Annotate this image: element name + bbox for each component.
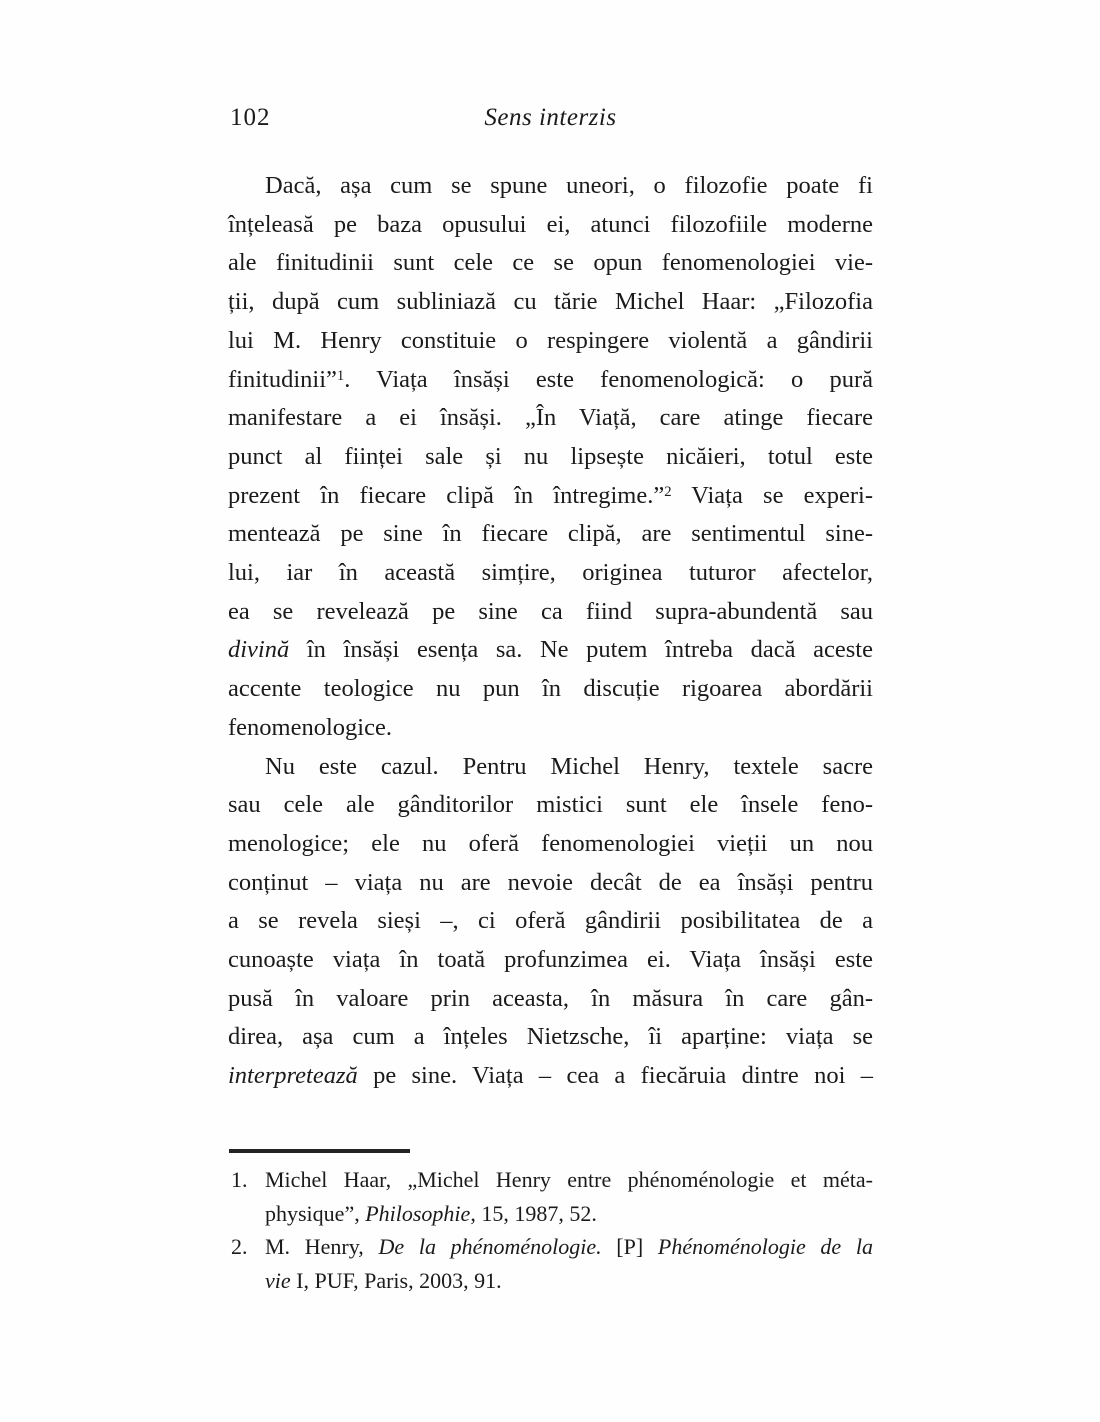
running-title: Sens interzis xyxy=(484,104,617,131)
body-line xyxy=(228,786,873,825)
body-line xyxy=(228,554,873,593)
text-segment: Dacă, așa cum se spune uneori, o filozofie poate fi xyxy=(265,172,873,199)
body-line xyxy=(228,1018,873,1057)
footnote xyxy=(228,1163,873,1230)
text-segment: . Viața însăși este fenomenologică: o pură xyxy=(344,365,873,393)
footnote-marker: 2 xyxy=(664,484,672,501)
body-line xyxy=(228,748,873,787)
text-segment: mentează pe sine în fiecare clipă, are sentimentul sine- xyxy=(228,520,873,548)
footnote-number: 1. xyxy=(231,1167,248,1192)
body-line xyxy=(228,941,873,980)
text-segment: direa, așa cum a înțeles Nietzsche, îi aparține: viața se xyxy=(228,1023,873,1051)
text-segment: cunoaște viața în toată profunzimea ei. Viața însăși este xyxy=(228,946,873,974)
text-segment: ții, după cum subliniază cu tărie Michel Haar: „Filozofia xyxy=(228,288,873,316)
body-line xyxy=(228,206,873,245)
text-segment: conținut – viața nu are nevoie decât de ea însăși pentru xyxy=(228,868,873,896)
body-line xyxy=(228,631,873,670)
text-segment: manifestare a ei însăși. „În Viață, care atinge fiecare xyxy=(228,404,873,432)
body-line xyxy=(228,438,873,477)
text-segment: ea se revelează pe sine ca fiind supra-abundentă sau xyxy=(228,597,873,625)
text-segment: M. Henry, xyxy=(265,1234,379,1259)
page-number: 102 xyxy=(230,104,271,131)
footnote-line xyxy=(265,1230,873,1264)
body-line xyxy=(228,902,873,941)
text-segment: Michel Haar, „Michel Henry entre phénoménologie et méta- xyxy=(265,1167,873,1192)
footnote-marker: 1 xyxy=(336,367,345,384)
text-segment: ale finitudinii sunt cele ce se opun fenomenologiei vie- xyxy=(228,249,873,277)
text-segment: pusă în valoare prin aceasta, în măsura în care gân- xyxy=(228,984,873,1012)
body-line xyxy=(228,1057,873,1096)
text-segment: a se revela sieși –, ci oferă gândirii posibilitatea de a xyxy=(228,907,873,935)
body-line xyxy=(228,167,873,206)
body-line xyxy=(228,709,873,748)
text-segment: physique”, xyxy=(265,1200,366,1226)
footnote-separator-rule xyxy=(229,1149,410,1153)
italic-text: De la phénoménologie. xyxy=(378,1234,602,1259)
footnote-line xyxy=(265,1264,873,1298)
text-segment: prezent în fiecare clipă în întregime.” xyxy=(228,481,665,509)
text-segment: înțeleasă pe baza opusului ei, atunci filozofiile moderne xyxy=(228,210,873,238)
body-line xyxy=(228,980,873,1019)
text-segment: lui M. Henry constituie o respingere violentă a gândirii xyxy=(228,326,873,354)
footnotes-section xyxy=(228,1163,873,1297)
body-line xyxy=(228,361,873,400)
footnote-line xyxy=(265,1163,873,1197)
body-line xyxy=(228,477,873,516)
text-segment: punct al ființei sale și nu lipsește nicăieri, totul este xyxy=(228,442,873,470)
text-segment: accente teologice nu pun în discuție rigoarea abordării xyxy=(228,675,873,703)
text-segment: sau cele ale gânditorilor mistici sunt ele însele feno- xyxy=(228,791,873,819)
page-header xyxy=(228,101,873,135)
text-segment: , 15, 1987, 52. xyxy=(470,1200,597,1226)
body-line xyxy=(228,593,873,632)
footnote-number: 2. xyxy=(231,1234,248,1259)
text-segment: I, PUF, Paris, 2003, 91. xyxy=(290,1267,502,1293)
text-segment: [P] xyxy=(601,1234,658,1259)
body-line xyxy=(228,283,873,322)
text-segment: finitudinii” xyxy=(228,365,337,393)
italic-text: interpretează xyxy=(228,1062,358,1090)
footnote-line xyxy=(265,1197,873,1231)
text-segment: în însăși esența sa. Ne putem întreba dacă aceste xyxy=(289,636,873,664)
text-segment: Viața se experi- xyxy=(671,481,873,509)
footnote xyxy=(228,1230,873,1297)
body-line xyxy=(228,244,873,283)
body-line xyxy=(228,670,873,709)
text-segment: lui, iar în această simțire, originea tuturor afectelor, xyxy=(228,559,873,587)
italic-text: Philosophie xyxy=(365,1200,471,1226)
text-segment: menologice; ele nu oferă fenomenologiei vieții un nou xyxy=(228,829,873,857)
body-line xyxy=(228,515,873,554)
body-line xyxy=(228,864,873,903)
body-line xyxy=(228,399,873,438)
body-line xyxy=(228,825,873,864)
text-segment: Nu este cazul. Pentru Michel Henry, textele sacre xyxy=(265,752,873,780)
text-segment: pe sine. Viața – cea a fiecăruia dintre noi – xyxy=(357,1062,873,1090)
body-line xyxy=(228,322,873,361)
text-segment: fenomenologice. xyxy=(228,713,392,741)
body-text xyxy=(228,167,873,1096)
italic-text: Phénoménologie de la xyxy=(657,1234,874,1259)
italic-text: vie xyxy=(265,1267,291,1293)
italic-text: divină xyxy=(228,636,290,664)
